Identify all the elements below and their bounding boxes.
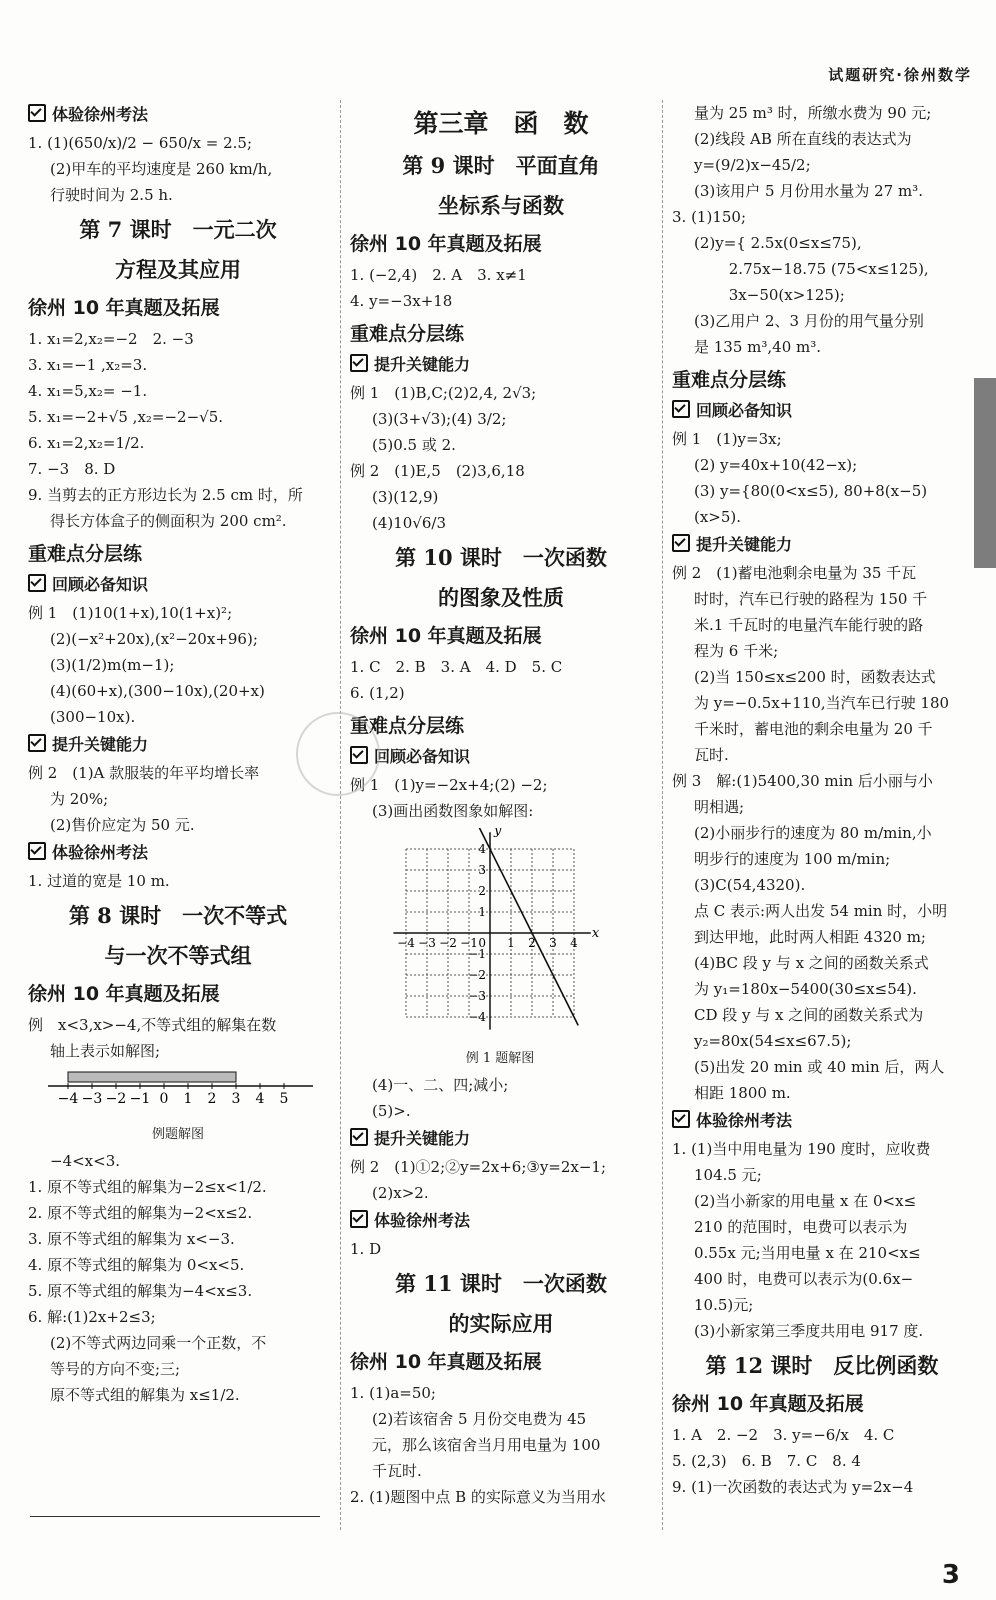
answer-line: (5)0.5 或 2. [372,436,456,454]
subsection-label: 提升关键能力 [374,355,471,374]
answer-line: 等号的方向不变;三; [50,1360,181,1378]
y-tick-label: 3 [478,863,486,877]
subsection-heading [28,572,328,598]
lesson-title: 第 7 课时 一元二次 [79,217,277,242]
number-line-figure [28,1064,328,1148]
page-header: 试题研究·徐州数学 [828,66,972,84]
answer-line: y₂=80x(54≤x≤67.5); [694,1032,852,1050]
x-tick-label: −3 [418,936,436,950]
answer-line: 1. C 2. B 3. A 4. D 5. C [350,658,563,676]
answer-line: 400 时，电费可以表示为(0.6x− [694,1270,914,1288]
answer-line: 轴上表示如解图; [50,1042,161,1060]
answer-line: 行驶时间为 2.5 h. [50,186,173,204]
answer-line: 4. x₁=5,x₂= −1. [28,382,148,400]
answer-line: CD 段 y 与 x 之间的函数关系式为 [694,1006,924,1024]
answer-line: 明步行的速度为 100 m/min; [694,850,891,868]
answer-line: (5)>. [372,1102,411,1120]
answer-line: 瓦时. [694,746,729,764]
lesson-title: 的实际应用 [448,1311,554,1336]
answer-line: 6. x₁=2,x₂=1/2. [28,434,145,452]
x-tick-label: −4 [397,936,415,950]
checkbox-icon [28,842,46,860]
lesson-title: 方程及其应用 [115,257,241,282]
section-heading: 重难点分层练 [350,323,465,345]
answer-line: (2)当 150≤x≤200 时，函数表达式 [694,668,936,686]
x-tick-label: 1 [507,936,515,950]
number-line-tick-label: 5 [279,1091,289,1107]
answer-line: (3)乙用户 2、3 月份的用气量分别 [694,312,924,330]
answer-line: 1. D [350,1240,382,1258]
answer-line: (2)甲车的平均速度是 260 km/h, [50,160,273,178]
checkbox-icon [350,354,368,372]
x-axis-label: x [591,926,600,941]
chapter-title: 第三章 函 数 [413,109,589,138]
subsection-heading [28,732,328,758]
answer-line: (2)若该宿舍 5 月份交电费为 45 [372,1410,587,1428]
x-tick-label: −2 [439,936,457,950]
y-tick-label: −2 [468,968,486,982]
answer-line: 1. A 2. −2 3. y=−6/x 4. C [672,1426,895,1444]
subsection-label: 提升关键能力 [696,535,793,554]
solution-interval [68,1072,236,1082]
subsection-heading [28,840,328,866]
answer-line: 为 y₁=180x−5400(30≤x≤54). [694,980,917,998]
subsection-label: 回顾必备知识 [696,401,793,420]
lesson-title: 与一次不等式组 [104,943,252,968]
y-axis-label: y [494,828,502,839]
number-line-tick-label: −4 [57,1091,79,1107]
y-tick-label: 2 [478,884,486,898]
subsection-label: 体验徐州考法 [374,1211,471,1230]
number-line-svg [28,1064,318,1114]
answer-line: (300−10x). [50,708,136,726]
answer-line: 6. 解:(1)2x+2≤3; [28,1308,156,1326]
answer-line: 4. y=−3x+18 [350,292,453,310]
answer-line: 例 2 (1)E,5 (2)3,6,18 [350,462,525,480]
section-heading: 徐州 10 年真题及拓展 [350,233,542,255]
answer-line: (3)(12,9) [372,488,439,506]
answer-line: (2) y=40x+10(42−x); [694,456,858,474]
number-line-tick-label: −1 [129,1091,151,1107]
subsection-heading [350,744,652,770]
answer-line: (2)不等式两边同乘一个正数，不 [50,1334,267,1352]
answer-line: 1. x₁=2,x₂=−2 2. −3 [28,330,194,348]
answer-line: 2. 原不等式组的解集为−2<x≤2. [28,1204,253,1222]
answer-line: (4)一、二、四;减小; [372,1076,509,1094]
subsection-label: 回顾必备知识 [52,575,149,594]
checkbox-icon [28,734,46,752]
answer-line: (4)BC 段 y 与 x 之间的函数关系式 [694,954,929,972]
answer-line: 3. x₁=−1 ,x₂=3. [28,356,148,374]
checkbox-icon [672,534,690,552]
x-tick-label: 3 [549,936,557,950]
lesson-title: 第 12 课时 反比例函数 [705,1353,939,1378]
subsection-heading [350,1126,652,1152]
section-heading: 徐州 10 年真题及拓展 [672,1393,864,1415]
column-divider [340,100,341,1530]
subsection-label: 提升关键能力 [52,735,149,754]
answer-line: 程为 6 千米; [694,642,779,660]
checkbox-icon [672,1110,690,1128]
answer-line: 10.5)元; [694,1296,754,1314]
subsection-heading [28,102,328,128]
answer-line: 千米时，蓄电池的剩余电量为 20 千 [694,720,933,738]
checkbox-icon [350,1210,368,1228]
lesson-title: 第 10 课时 一次函数 [395,545,607,570]
subsection-label: 体验徐州考法 [696,1111,793,1130]
answer-line: (4)10√6/3 [372,514,447,532]
answer-line: 例 x<3,x>−4,不等式组的解集在数 [28,1016,277,1034]
column-right [672,100,972,1560]
answer-line: 1. (1)当中用电量为 190 度时，应收费 [672,1140,931,1158]
function-graph-svg [390,828,610,1038]
y-tick-label: −3 [468,989,486,1003]
x-tick-label: 2 [528,936,536,950]
y-tick-label: −1 [468,947,486,961]
answer-line: 4. 原不等式组的解集为 0<x<5. [28,1256,245,1274]
answer-line: 例 2 (1)①2;②y=2x+6;③y=2x−1; [350,1158,607,1176]
answer-line: 1. (−2,4) 2. A 3. x≠1 [350,266,527,284]
answer-line: 1. (1)a=50; [350,1384,436,1402]
answer-line: 210 的范围时，电费可以表示为 [694,1218,908,1236]
column-left [28,100,328,1560]
answer-line: (2)线段 AB 所在直线的表达式为 [694,130,912,148]
answer-line: 1. 过道的宽是 10 m. [28,872,170,890]
answer-line: (3) y={80(0<x≤5), 80+8(x−5)(x>5). [694,482,928,526]
figure-caption: 例 1 题解图 [465,1051,535,1066]
subsection-heading [350,352,652,378]
side-tab [974,378,996,568]
page-number: 3 [941,1560,960,1590]
answer-line: 6. (1,2) [350,684,405,702]
number-line-tick-label: 1 [183,1091,193,1107]
answer-line: 3. 原不等式组的解集为 x<−3. [28,1230,235,1248]
answer-line: (2)x>2. [372,1184,429,1202]
lesson-title: 的图象及性质 [438,585,564,610]
answer-line: 千瓦时. [372,1462,422,1480]
answer-line: 3. (1)150; [672,208,747,226]
answer-line: 104.5 元; [694,1166,762,1184]
checkbox-icon [28,104,46,122]
answer-line: (3)小新家第三季度共用电 917 度. [694,1322,924,1340]
checkbox-icon [672,400,690,418]
stamp-seal [296,712,380,796]
answer-line: (2)y={ 2.5x(0≤x≤75), [694,234,862,252]
answer-line: 2. (1)题图中点 B 的实际意义为当用水 [350,1488,606,1506]
answer-line: (3)(3+√3);(4) 3/2; [372,410,507,428]
answer-line: 为 y=−0.5x+110,当汽车已行驶 180 [694,694,950,712]
answer-line: (2)(−x²+20x),(x²−20x+96); [50,630,258,648]
section-heading: 徐州 10 年真题及拓展 [28,297,220,319]
answer-line: 为 20%; [50,790,109,808]
subsection-heading [672,1108,972,1134]
answer-line: 到达甲地，此时两人相距 4320 m; [694,928,926,946]
section-heading: 重难点分层练 [350,715,465,737]
answer-line: 例 1 (1)10(1+x),10(1+x)²; [28,604,233,622]
answer-line: 例 1 (1)y=3x; [672,430,782,448]
number-line-tick-label: −2 [105,1091,127,1107]
section-heading: 重难点分层练 [672,369,787,391]
section-heading: 重难点分层练 [28,543,143,565]
answer-line: (2)当小新家的用电量 x 在 0<x≤ [694,1192,917,1210]
answer-line: 3x−50(x>125); [694,286,845,304]
origin-label: 0 [478,936,486,950]
answer-line: 例 1 (1)y=−2x+4;(2) −2; [350,776,548,794]
section-heading: 徐州 10 年真题及拓展 [28,983,220,1005]
answer-line: (2)售价应定为 50 元. [50,816,195,834]
section-heading: 徐州 10 年真题及拓展 [350,1351,542,1373]
answer-line: 相距 1800 m. [694,1084,791,1102]
lesson-title: 第 9 课时 平面直角 [402,153,600,178]
subsection-label: 回顾必备知识 [374,747,471,766]
section-heading: 徐州 10 年真题及拓展 [350,625,542,647]
checkbox-icon [350,1128,368,1146]
subsection-heading [350,1208,652,1234]
answer-line: 例 2 (1)A 款服装的年平均增长率 [28,764,260,782]
answer-line: −4<x<3. [50,1152,121,1170]
answer-line: 例 3 解:(1)5400,30 min 后小丽与小 [672,772,933,790]
answer-line: 点 C 表示:两人出发 54 min 时，小明 [694,902,948,920]
answer-line: 元，那么该宿舍当月用电量为 100 [372,1436,601,1454]
subsection-heading [672,398,972,424]
answer-line: (2)小丽步行的速度为 80 m/min,小 [694,824,932,842]
lesson-title: 坐标系与函数 [438,193,564,218]
answer-line: 5. (2,3) 6. B 7. C 8. 4 [672,1452,861,1470]
lesson-title: 第 8 课时 一次不等式 [68,903,288,928]
x-tick-label: −1 [460,936,478,950]
number-line-tick-label: 4 [255,1091,265,1107]
answer-line: 例 2 (1)蓄电池剩余电量为 35 千瓦 [672,564,917,582]
answer-line: 1. (1)(650/x)/2 − 650/x = 2.5; [28,134,253,152]
lesson-title: 第 11 课时 一次函数 [395,1271,607,1296]
answer-line: 明相遇; [694,798,745,816]
number-line-tick-label: 0 [159,1091,169,1107]
answer-line: (3)(1/2)m(m−1); [50,656,175,674]
answer-line: 原不等式组的解集为 x≤1/2. [50,1386,240,1404]
y-tick-label: 1 [478,905,486,919]
y-tick-label: 4 [478,842,486,856]
answer-line: (3)C(54,4320). [694,876,806,894]
figure-caption: 例题解图 [151,1127,204,1142]
column-middle [350,100,652,1560]
y-tick-label: −4 [468,1010,486,1024]
answer-line: 米.1 千瓦时的电量汽车能行驶的路 [694,616,924,634]
footer-rule [30,1516,320,1517]
number-line-tick-label: 3 [231,1091,241,1107]
answer-line: 7. −3 8. D [28,460,116,478]
answer-line: (3)画出函数图象如解图: [372,802,534,820]
answer-line: (4)(60+x),(300−10x),(20+x) [50,682,265,700]
answer-line: 是 135 m³,40 m³. [694,338,822,356]
answer-line: 0.55x 元;当用电量 x 在 210<x≤ [694,1244,921,1262]
number-line-tick-label: 2 [207,1091,217,1107]
answer-line: 例 1 (1)B,C;(2)2,4, 2√3; [350,384,537,402]
answer-line: y=(9/2)x−45/2; [694,156,811,174]
column-divider [662,100,663,1530]
checkbox-icon [28,574,46,592]
answer-line: 量为 25 m³ 时，所缴水费为 90 元; [694,104,932,122]
answer-line: 2.75x−18.75 (75<x≤125), [694,260,929,278]
subsection-heading [672,532,972,558]
answer-line: (5)出发 20 min 或 40 min 后，两人 [694,1058,945,1076]
answer-line: 5. 原不等式组的解集为−4<x≤3. [28,1282,253,1300]
answer-line: 5. x₁=−2+√5 ,x₂=−2−√5. [28,408,224,426]
x-tick-label: 4 [570,936,578,950]
subsection-label: 提升关键能力 [374,1129,471,1148]
subsection-label: 体验徐州考法 [52,105,149,124]
function-graph-figure [390,828,652,1072]
answer-line: 1. 原不等式组的解集为−2≤x<1/2. [28,1178,267,1196]
subsection-label: 体验徐州考法 [52,843,149,862]
answer-line: 9. (1)一次函数的表达式为 y=2x−4 [672,1478,914,1496]
answer-line: 时时，汽车已行驶的路程为 150 千 [694,590,928,608]
answer-line: (3)该用户 5 月份用水量为 27 m³. [694,182,923,200]
answer-line: 得长方体盒子的侧面积为 200 cm². [50,512,287,530]
number-line-tick-label: −3 [81,1091,103,1107]
answer-line: 9. 当剪去的正方形边长为 2.5 cm 时，所 [28,486,303,504]
